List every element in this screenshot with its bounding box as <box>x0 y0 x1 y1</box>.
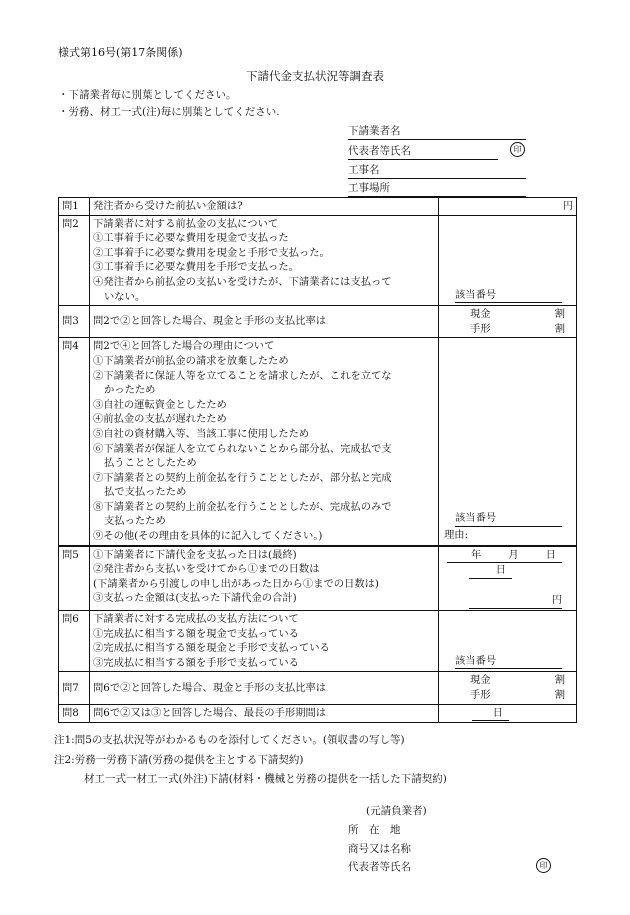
option-item: ①完成払に相当する額を現金で支払っている <box>93 627 299 640</box>
answer-line <box>455 511 562 527</box>
q5-line-1: ①下請業者に下請代金を支払った日は(最終) <box>93 548 297 561</box>
option-item: ⑨その他(その理由を具体的に記入してください。) <box>93 530 323 543</box>
question-row-1 <box>59 198 577 216</box>
option-item-continued: かったため <box>104 384 156 397</box>
option-item: ③工事着手に必要な費用を手形で支払った。 <box>93 261 299 274</box>
question-number: 問6 <box>59 611 90 672</box>
instruction-1: ・下請業者毎に別葉としてください。 <box>58 89 237 101</box>
question-body <box>90 546 439 611</box>
option-item: ⑥下請業者が保証人を立てられないことから部分払、完成払で支 <box>93 442 392 455</box>
contractor-representative-label: 代表者等氏名 <box>348 861 411 873</box>
question-body <box>90 215 439 306</box>
question-text: 下請業者に対する完成払の支払方法について <box>93 613 299 626</box>
yen-unit: 円 <box>551 594 562 607</box>
option-item: ④前払金の支払が遅れたため <box>93 413 227 426</box>
question-row-3 <box>59 306 577 338</box>
question-number: 問4 <box>59 338 90 546</box>
question-text: 問2で④と回答した場合の理由について <box>93 340 275 353</box>
option-item: ②下請業者に保証人等を立てることを請求したが、これを立てな <box>93 369 392 382</box>
question-row-2 <box>59 215 577 306</box>
option-item-continued: 払うこととしたため <box>104 457 197 470</box>
option-item: ②工事着手に必要な費用を現金と手形で支払った。 <box>93 246 330 259</box>
contractor-trade-name-label: 商号又は名称 <box>348 843 411 855</box>
option-item: ⑧下請業者との契約上前金払を行うこととしたが、完成払のみで <box>93 500 392 513</box>
option-item: ①工事着手に必要な費用を現金で支払った <box>93 232 289 245</box>
spacer <box>439 579 576 594</box>
question-number: 問8 <box>59 704 90 723</box>
option-item: ③完成払に相当する額を手形で支払っている <box>93 656 299 669</box>
cash-ratio <box>442 673 573 688</box>
option-item-continued: いない。 <box>104 290 146 303</box>
ratio-unit: 割 <box>554 674 565 687</box>
days-answer-line <box>469 563 512 579</box>
option-item: ②完成払に相当する額を現金と手形で支払っている <box>93 642 330 655</box>
amount-answer-line <box>469 593 562 609</box>
question-text: 問6で②又は③と回答した場合、最長の手形期間は <box>90 704 439 723</box>
question-text: 問2で②と回答した場合、現金と手形の支払比率は <box>90 306 439 338</box>
note-1: 注1:問5の支払状況等がわかるものを添付してください。(領収書の写し等) <box>54 734 405 746</box>
days-unit: 日 <box>492 706 503 719</box>
question-row-4 <box>59 338 577 546</box>
answer-cell-q6[interactable] <box>439 611 577 672</box>
subcontractor-name-label: 下請業者名 <box>348 125 401 137</box>
question-row-8 <box>59 704 577 723</box>
answer-number-label: 該当番号 <box>455 654 497 667</box>
work-name-label: 工事名 <box>348 164 380 176</box>
form-number: 様式第16号(第17条関係) <box>58 46 183 59</box>
page-title: 下請代金支払状況等調査表 <box>246 69 384 83</box>
question-number: 問2 <box>59 215 90 306</box>
question-number: 問3 <box>59 306 90 338</box>
ratio-unit: 割 <box>554 689 565 701</box>
question-row-6 <box>59 611 577 672</box>
question-text: 発注者から受けた前払い金額は? <box>90 198 439 216</box>
cash-label: 現金 <box>470 308 491 321</box>
option-item: ①下請業者が前払金の請求を放棄したため <box>93 354 289 367</box>
option-item: ③自社の運転資金としたため <box>93 398 227 411</box>
representative-label: 代表者等氏名 <box>348 145 411 157</box>
question-body <box>90 338 439 546</box>
question-number: 問7 <box>59 672 90 704</box>
answer-line <box>455 288 562 304</box>
option-item: ⑦下請業者との契約上前金払を行うこととしたが、部分払と完成 <box>93 471 392 484</box>
answer-cell-q3[interactable] <box>439 306 577 338</box>
question-row-7 <box>59 672 577 704</box>
question-number: 問5 <box>59 546 90 611</box>
question-body <box>90 611 439 672</box>
answer-cell-q1[interactable] <box>439 198 577 216</box>
question-row-5 <box>59 546 577 611</box>
month-label: 月 <box>508 548 519 561</box>
note-2-continued: 材工一式一材工一式(外注)下請(材料・機械と労務の提供を一括した下請契約) <box>84 773 447 785</box>
subcontractor-name-field[interactable] <box>348 123 526 140</box>
contractor-address-label: 所 在 地 <box>348 824 401 836</box>
work-site-label: 工事場所 <box>348 182 390 194</box>
cash-ratio <box>442 307 573 322</box>
answer-cell-q7[interactable] <box>439 672 577 704</box>
answer-cell-q8[interactable] <box>439 704 577 723</box>
option-item-continued: 払で支払ったため <box>104 486 187 499</box>
representative-field[interactable] <box>348 143 498 160</box>
question-number: 問1 <box>59 198 90 216</box>
answer-cell-q4[interactable] <box>439 338 577 546</box>
bill-label: 手形 <box>470 689 491 701</box>
date-answer-line <box>447 548 562 564</box>
answer-number-label: 該当番号 <box>455 288 497 301</box>
day-label: 日 <box>545 548 556 561</box>
reason-label: 理由: <box>444 529 469 542</box>
answer-number-label: 該当番号 <box>455 512 497 525</box>
work-site-field[interactable] <box>348 180 526 197</box>
option-item: ④発注者から前払金の支払いを受けたが、下請業者には支払って <box>93 275 392 288</box>
survey-table <box>58 197 577 723</box>
answer-cell-q5[interactable] <box>439 546 577 611</box>
option-item: ⑤自社の資材購入等、当該工事に使用したため <box>93 427 310 440</box>
ratio-unit: 割 <box>554 308 565 321</box>
days-answer-line <box>472 706 509 722</box>
q5-line-4: ③支払った金額は(支払った下請代金の合計) <box>93 592 297 605</box>
seal-mark: 印 <box>510 142 525 157</box>
note-2: 注2:労務一労務下請(労務の提供を主とする下請契約) <box>54 754 304 766</box>
year-label: 年 <box>471 548 482 561</box>
answer-cell-q2[interactable] <box>439 215 577 306</box>
question-text: 下請業者に対する前払金の支払について <box>93 217 279 230</box>
bill-ratio <box>442 688 573 703</box>
ratio-unit: 割 <box>554 322 565 335</box>
question-text: 問6で②と回答した場合、現金と手形の支払比率は <box>90 672 439 704</box>
answer-line <box>455 654 562 670</box>
work-name-field[interactable] <box>348 162 526 179</box>
yen-unit: 円 <box>562 200 573 212</box>
instruction-2: ・労務、材工一式(注)毎に別葉としてください. <box>58 106 280 118</box>
bill-ratio <box>442 322 573 337</box>
contractor-seal-mark: 印 <box>536 858 551 873</box>
option-item-continued: 支払ったため <box>104 515 166 528</box>
contractor-heading: (元請負業者) <box>366 805 427 817</box>
days-unit: 日 <box>495 564 506 577</box>
bill-label: 手形 <box>470 322 491 335</box>
cash-label: 現金 <box>470 674 491 687</box>
q5-line-3: (下請業者から引渡しの申し出があった日から①までの日数は) <box>93 577 379 590</box>
q5-line-2: ②発注者から支払いを受けてから①までの日数は <box>93 563 320 576</box>
